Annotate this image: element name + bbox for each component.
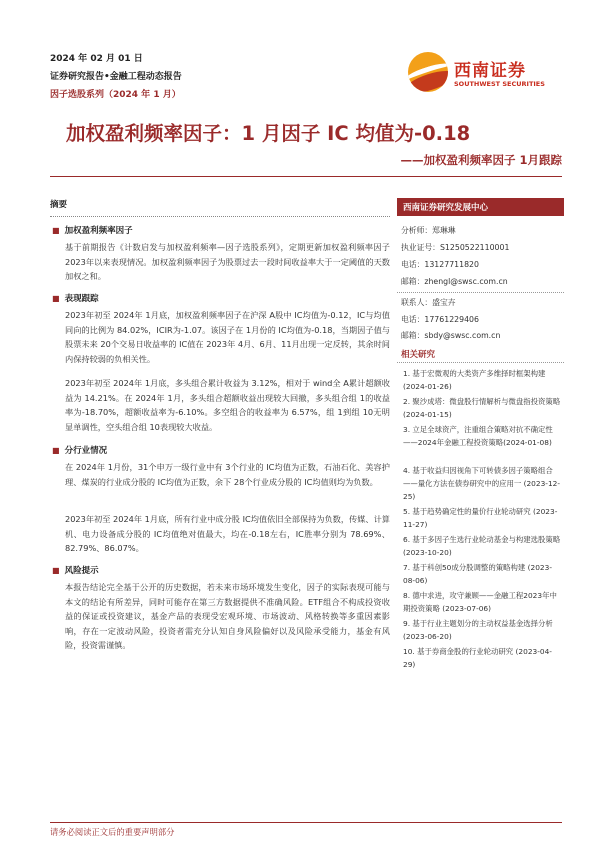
summary-divider <box>50 216 390 217</box>
paragraph-risk: 本报告结论完全基于公开的历史数据，若未来市场环境发生变化，因子的实际表现可能与本文的结论有所差异，同时可能存在第三方数据提供不准确风险。ETF组合不构成投资收益的保证或投资建议，基金产品的表现受宏观环境、市场波动、风格转换等多重因素影响，存在一定波动风险，投资者需充分认知自身风险偏好以及风险承受能力，基金有风险，投资需谨慎。 <box>65 582 390 651</box>
analyst-phone: 电话：13127711820 <box>401 260 479 269</box>
related-item[interactable]: 2. 聚沙成塔：微盘股行情解析与微盘指投资策略 (2024-01-15) <box>403 397 561 419</box>
related-item[interactable]: 9. 基于行业主题划分的主动权益基金选择分析 (2023-06-20) <box>403 619 553 641</box>
footer-divider <box>50 822 562 823</box>
report-type: 证券研究报告•金融工程动态报告 <box>50 72 182 82</box>
logo-name-en: SOUTHWEST SECURITIES <box>454 80 545 88</box>
section-heading-industry: ■ 分行业情况 <box>52 444 107 456</box>
report-series: 因子选股系列（2024 年 1 月） <box>50 90 181 100</box>
related-research-title: 相关研究 <box>401 350 436 360</box>
related-item[interactable]: 1. 基于宏微观的大类资产多维择时框架构建 (2024-01-26) <box>403 369 546 391</box>
contact-name: 联系人：盛宝卉 <box>401 298 456 307</box>
paragraph-performance-ic: 2023年初至 2024年 1月底，加权盈利频率因子在沪深 A股中 IC均值为-0.12，IC与均值同向的比例为 84.02%，ICIR为-1.07。该因子在 1月份的 IC均值为-0.18，当期因子值与股票未来 20个交易日收益率的 IC值在 2023年 4月、6月、11月出现一定反转，其余时间内保持较弱的负相关性。 <box>65 310 390 364</box>
contact-divider <box>397 292 564 293</box>
analyst-license: 执业证号：S1250522110001 <box>401 243 510 252</box>
logo-emblem-icon <box>408 52 448 92</box>
contact-email: 邮箱：sbdy@swsc.com.cn <box>401 331 501 340</box>
company-logo <box>402 48 562 96</box>
page-title: 加权盈利频率因子：1 月因子 IC 均值为-0.18 <box>66 122 471 145</box>
related-item[interactable]: 5. 基于趋势确定性的量价行业轮动研究 (2023-11-27) <box>403 507 558 529</box>
related-item[interactable]: 7. 基于科创50成分股调整的策略构建 (2023-08-06) <box>403 563 552 585</box>
paragraph-performance-returns: 2023年初至 2024年 1月底，多头组合累计收益为 3.12%，相对于 wind全 A累计超额收益为 14.21%。在 2024年 1月，多头组合超额收益出现较大回撤，多头组合组 1的收益率为-18.70%，超额收益率为-6.10%。多空组合的收益率为 6.57%，组 1到组 10无明显单调性，空头组合组 10表现较大收益。 <box>65 378 390 432</box>
related-item[interactable]: 10. 基于券商金股的行业轮动研究 (2023-04-29) <box>403 647 552 669</box>
research-team-title: 西南证券研究发展中心 <box>403 203 489 213</box>
footer-disclaimer-note: 请务必阅读正文后的重要声明部分 <box>50 827 175 837</box>
logo-name-cn: 西南证券 <box>454 61 526 81</box>
related-divider <box>397 362 564 363</box>
related-item[interactable]: 6. 基于多因子生选行业轮动基金与构建选股策略 (2023-10-20) <box>403 535 561 557</box>
research-team-banner <box>397 198 564 216</box>
section-heading-performance: ■ 表现跟踪 <box>52 292 99 304</box>
section-heading-risk: ■ 风险提示 <box>52 564 99 576</box>
paragraph-factor-intro: 基于前期报告《计数启发与加权盈利频率—因子选股系列》，定期更新加权盈利频率因子 2023年以来表现情况。加权盈利频率因子为股票过去一段时间收益率大于一定阈值的天数加权之和。 <box>65 242 390 282</box>
analyst-name: 分析师：郑琳琳 <box>401 226 456 235</box>
related-item[interactable]: 3. 立足全球资产，注重组合策略对抗不确定性——2024年金融工程投资策略(2024-01-08) <box>403 425 553 447</box>
title-divider <box>50 176 562 177</box>
summary-label: 摘要 <box>50 200 68 210</box>
section-heading-factor: ■ 加权盈利频率因子 <box>52 224 133 236</box>
main-summary <box>50 198 390 225</box>
page-subtitle: ——加权盈利频率因子 1月跟踪 <box>400 153 562 167</box>
related-item[interactable]: 8. 德中求进，攻守兼顾——金融工程2023年中期投资策略 (2023-07-06) <box>403 591 557 613</box>
related-item[interactable]: 4. 基于收益归因视角下可转债多因子策略组合——量化方法在债券研究中的应用一 (2023-12-25) <box>403 466 561 501</box>
paragraph-industry-ytd: 2023年初至 2024年 1月底，所有行业中成分股 IC均值依旧全部保持为负数，传媒、计算机、电力设备成分股的 IC均值绝对值最大，均在-0.18左右，IC胜率分别为 78.69%、82.79%、86.07%。 <box>65 514 390 554</box>
contact-phone: 电话：17761229406 <box>401 315 479 324</box>
report-date: 2024 年 02 月 01 日 <box>50 54 143 64</box>
analyst-email: 邮箱：zhengl@swsc.com.cn <box>401 277 508 286</box>
paragraph-industry-jan: 在 2024年 1月份，31个申万一级行业中有 3个行业的 IC均值为正数，石油石化、美容护理、煤炭的行业成分股的 IC均值为正数，余下 28个行业成分股的 IC均值则均为负数。 <box>65 462 390 487</box>
